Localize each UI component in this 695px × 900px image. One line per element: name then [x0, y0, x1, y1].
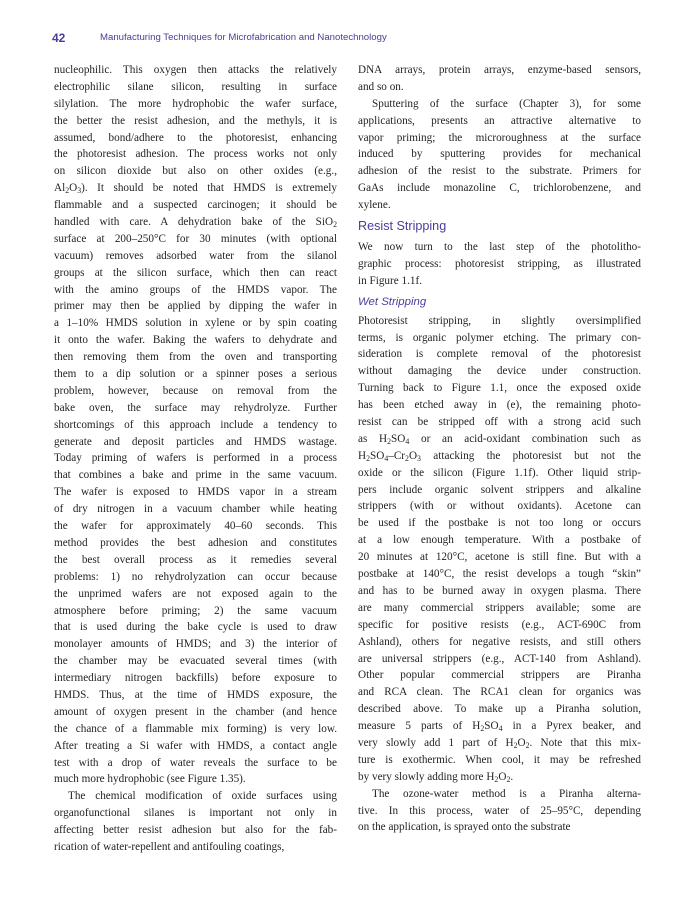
text-line: flammable and a suspected carcinogen; it should be [54, 199, 337, 212]
paragraph [358, 239, 641, 290]
text-line: the chance of a flammable mix forming) is very low. [54, 722, 337, 735]
text-line: applications, presents an attractive alternative to [358, 114, 641, 127]
formula-text: H [486, 770, 495, 783]
paragraph [358, 786, 641, 837]
text-line: and RCA clean. The RCA1 clean for organics was [358, 686, 641, 699]
paragraph [54, 62, 337, 788]
text-line: the photoresist adhesion. The process works not only [54, 148, 337, 161]
text-line: vacuum) removes adsorbed water from the silanol [54, 249, 337, 262]
text-line: amount of oxygen present in the chamber (and hence [54, 705, 337, 718]
formula-text: SO [484, 720, 499, 733]
text-line: a 1–10% HMDS solution in xylene or by spin coating [54, 317, 337, 330]
formula-subscript: 2 [65, 186, 70, 196]
text-line: electrophilic silane silicon, resulting in surface [54, 80, 337, 93]
text-line: oxide or the silicon (Figure 1.1f). Other liquid strip- [358, 466, 641, 479]
text-line: that combines a bake and prime in the same vacuum. [54, 469, 337, 482]
text-line: After treating a Si wafer with HMDS, a contact angle [54, 739, 337, 752]
formula-text: H [505, 736, 514, 749]
text-line: We now turn to the last step of the photolitho- [358, 241, 641, 254]
text-line: specific for positive resists (e.g., ACT-690C from [358, 618, 641, 631]
text-line: as $H_2SO_4$ or an acid-oxidant combination such as [358, 432, 641, 446]
text-line: the wafer for approximately 40–60 seconds. This [54, 520, 337, 533]
right-column [358, 62, 641, 836]
text-line: that is used during the bake cycle is used to draw [54, 621, 337, 634]
text-line: are many commercial strippers available; some are [358, 601, 641, 614]
text-line: affecting better resist adhesion but also for the fab- [54, 824, 337, 837]
text-line: Other popular commercial strippers are Piranha [358, 669, 641, 682]
text-line: sideration is complete removal of the photoresist [358, 348, 641, 361]
text-line: nucleophilic. This oxygen then attacks the relatively [54, 64, 337, 76]
text-line: DNA arrays, protein arrays, enzyme-based sensors, [358, 64, 641, 76]
formula-subscript: 2 [387, 436, 392, 446]
text-line: terms, is organic polymer etching. The primary con- [358, 331, 641, 344]
text-line: the chamber may be evacuated several times (with [54, 655, 337, 668]
text-line: them to a dip solution or a spinner poses a serious [54, 368, 337, 381]
text-line: Turning back to Figure 1.1, once the exposed oxide [358, 382, 641, 395]
text-line: primer may then be applied by dipping the wafer in [54, 300, 337, 313]
text-line: rication of water-repellent and antifouling coatings, [54, 840, 285, 853]
formula-subscript: 2 [506, 774, 511, 784]
formula-text: O [517, 736, 526, 749]
text-line: assumed, bond/adhere to the photoresist, enhancing [54, 131, 337, 144]
text-line: it onto the wafer. Baking the wafers to dehydrate and [54, 334, 337, 347]
text-line: handled with care. A dehydration bake of the SiO$_2$ [54, 216, 337, 229]
formula-subscript: 4 [384, 453, 389, 463]
formula-text: H [379, 432, 388, 445]
text-line: generate and deposit particles and HMDS wastage. [54, 435, 337, 448]
text-line: described above. To make up a Piranha solution, [358, 703, 641, 716]
text-line: with the amino groups of the HMDS vapor. The [54, 283, 337, 296]
formula-text: ) [81, 182, 85, 195]
text-line: shortcomings of this approach include a tendency to [54, 418, 337, 431]
formula-subscript: 2 [366, 453, 371, 463]
text-line: be used if the postbake is not too long or occurs [358, 517, 641, 530]
paragraph [54, 788, 337, 856]
text-line: on silicon dioxide but also on other oxides (e.g., [54, 165, 337, 178]
text-line: pers include organic solvent strippers and alkaline [358, 483, 641, 496]
formula-subscript: 4 [405, 436, 410, 446]
text-line: postbake at 140°C, the resist develops a tough “skin” [358, 568, 641, 581]
formula-text: SO [370, 449, 385, 462]
text-line: $H_2SO_4-Cr_2O_3$ attacking the photoresist but not the [358, 449, 641, 463]
text-line: silylation. The more hydrophobic the wafer surface, [54, 97, 337, 110]
text-line: strippers (with or without oxidants). Acetone can [358, 500, 641, 513]
formula-subscript: 3 [77, 186, 82, 196]
text-line: bake oven, the surface may rehydrolyze. Further [54, 401, 337, 414]
text-line: are universal strippers (e.g., ACT-140 from Ashland). [358, 652, 641, 665]
formula-text: H [472, 720, 481, 733]
text-line: Ashland), others for negative resists, and still others [358, 635, 641, 648]
text-line: The chemical modification of oxide surfaces using [68, 790, 337, 803]
running-head: Manufacturing Techniques for Microfabrication and Nanotechnology [100, 32, 387, 43]
text-line: and has to be burned away in oxygen plasma. There [358, 584, 641, 597]
formula-subscript: 2 [525, 740, 530, 750]
text-line: The ozone-water method is a Piranha alterna- [372, 787, 641, 800]
text-line: intermediary nitrogen backfills) before exposure to [54, 672, 337, 685]
paragraph [358, 62, 641, 96]
formula-subscript: 3 [417, 453, 421, 463]
text-line: of dry nitrogen in a vacuum chamber while heating [54, 503, 337, 516]
text-line: xylene. [358, 199, 391, 212]
text-line: problems: 1) no rehydrolyzation can occur because [54, 570, 337, 583]
text-line: in Figure 1.1f. [358, 274, 423, 287]
left-column [54, 62, 337, 856]
page-header [52, 31, 655, 47]
text-line: and so on. [358, 80, 404, 93]
text-line: very slowly add 1 part of $H_2O_2$. Note that this mix- [358, 736, 641, 750]
text-line: the better the resist adhesion, and the methyls, it is [54, 114, 337, 127]
formula-text: SO [391, 432, 406, 445]
text-line: much more hydrophobic (see Figure 1.35). [54, 773, 246, 786]
paragraph [358, 313, 641, 786]
text-line: without damaging the device under construction. [358, 365, 641, 378]
formula-text: O [408, 449, 418, 462]
text-line: on the application, is sprayed onto the substrate [358, 821, 571, 834]
text-line: method provides the best adhesion and constitutes [54, 536, 337, 549]
formula-subscript: 4 [498, 724, 503, 734]
text-line: The wafer is exposed to HMDS vapor in a stream [54, 486, 337, 499]
text-line: graphic process: photoresist stripping, as illustrated [358, 257, 641, 270]
text-line: resist can be stripped off with a strong acid such [358, 416, 641, 429]
formula-subscript: 2 [494, 774, 499, 784]
text-line: induced by sputtering provides for mechanical [358, 148, 641, 161]
formula-text: –Cr [388, 449, 406, 462]
text-line: GaAs include monazoline C, trichlorobenzene, and [358, 182, 641, 195]
text-line: Today priming of wafers is performed in a process [54, 452, 337, 465]
formula-text: H [358, 449, 367, 462]
text-line: the unprimed wafers are not exposed again to the [54, 587, 337, 600]
formula-text: O [498, 770, 507, 783]
formula-subscript: 2 [480, 724, 485, 734]
formula-subscript: 2 [513, 740, 518, 750]
text-line: vapor priming; the microroughness at the surface [358, 131, 641, 144]
text-line: Sputtering of the surface (Chapter 3), for some [372, 97, 641, 110]
text-line: organofunctional silanes is important not only in [54, 807, 337, 820]
page-number: 42 [52, 31, 66, 45]
text-line: test with a drop of water reveals the surface to be [54, 756, 337, 769]
subsection-heading: Wet Stripping [358, 295, 427, 308]
text-line: measure 5 parts of $H_2SO_4$ in a Pyrex beaker, and [358, 720, 641, 734]
text-line: surface at 200–250°C for 30 minutes (with optional [54, 232, 337, 245]
text-line: Photoresist stripping, in slightly oversimplified [358, 314, 641, 327]
formula-text: O [69, 182, 78, 195]
text-line: 20 minutes at 120°C, acetone is still fine. But with a [358, 551, 641, 564]
text-line: groups at the silicon surface, which then can react [54, 266, 337, 279]
text-line: ture is exothermic. When cool, it may be refreshed [358, 753, 641, 766]
text-line: then removing them from the oven and transporting [54, 351, 337, 364]
section-heading: Resist Stripping [358, 219, 447, 234]
formula-subscript: 2 [333, 219, 337, 229]
text-line: has been etched away in (e), the remaining photo- [358, 399, 641, 412]
text-line: by very slowly adding more $H_2O_2$. [358, 770, 514, 784]
text-line: atmosphere before priming; 2) the same vacuum [54, 604, 337, 617]
text-line: tive. In this process, water of 25–95°C, depending [358, 804, 641, 817]
text-line: monolayer amounts of HMDS; and 3) the interior of [54, 638, 337, 651]
text-line: at a low enough temperature. With a postbake of [358, 534, 641, 547]
text-line: HMDS. Thus, at the time of HMDS exposure, the [54, 688, 337, 701]
text-line: the best overall process as it remedies several [54, 553, 337, 566]
text-line: $Al_2O_3$). It should be noted that HMDS is extremely [54, 182, 337, 196]
paragraph [358, 96, 641, 214]
formula-text: Al [54, 182, 66, 195]
formula-subscript: 2 [405, 453, 409, 463]
formula-text: SiO [315, 216, 334, 229]
text-line: problem, however, because on removal from the [54, 384, 337, 397]
text-line: adhesion of the resist to the substrate. Primers for [358, 165, 641, 178]
